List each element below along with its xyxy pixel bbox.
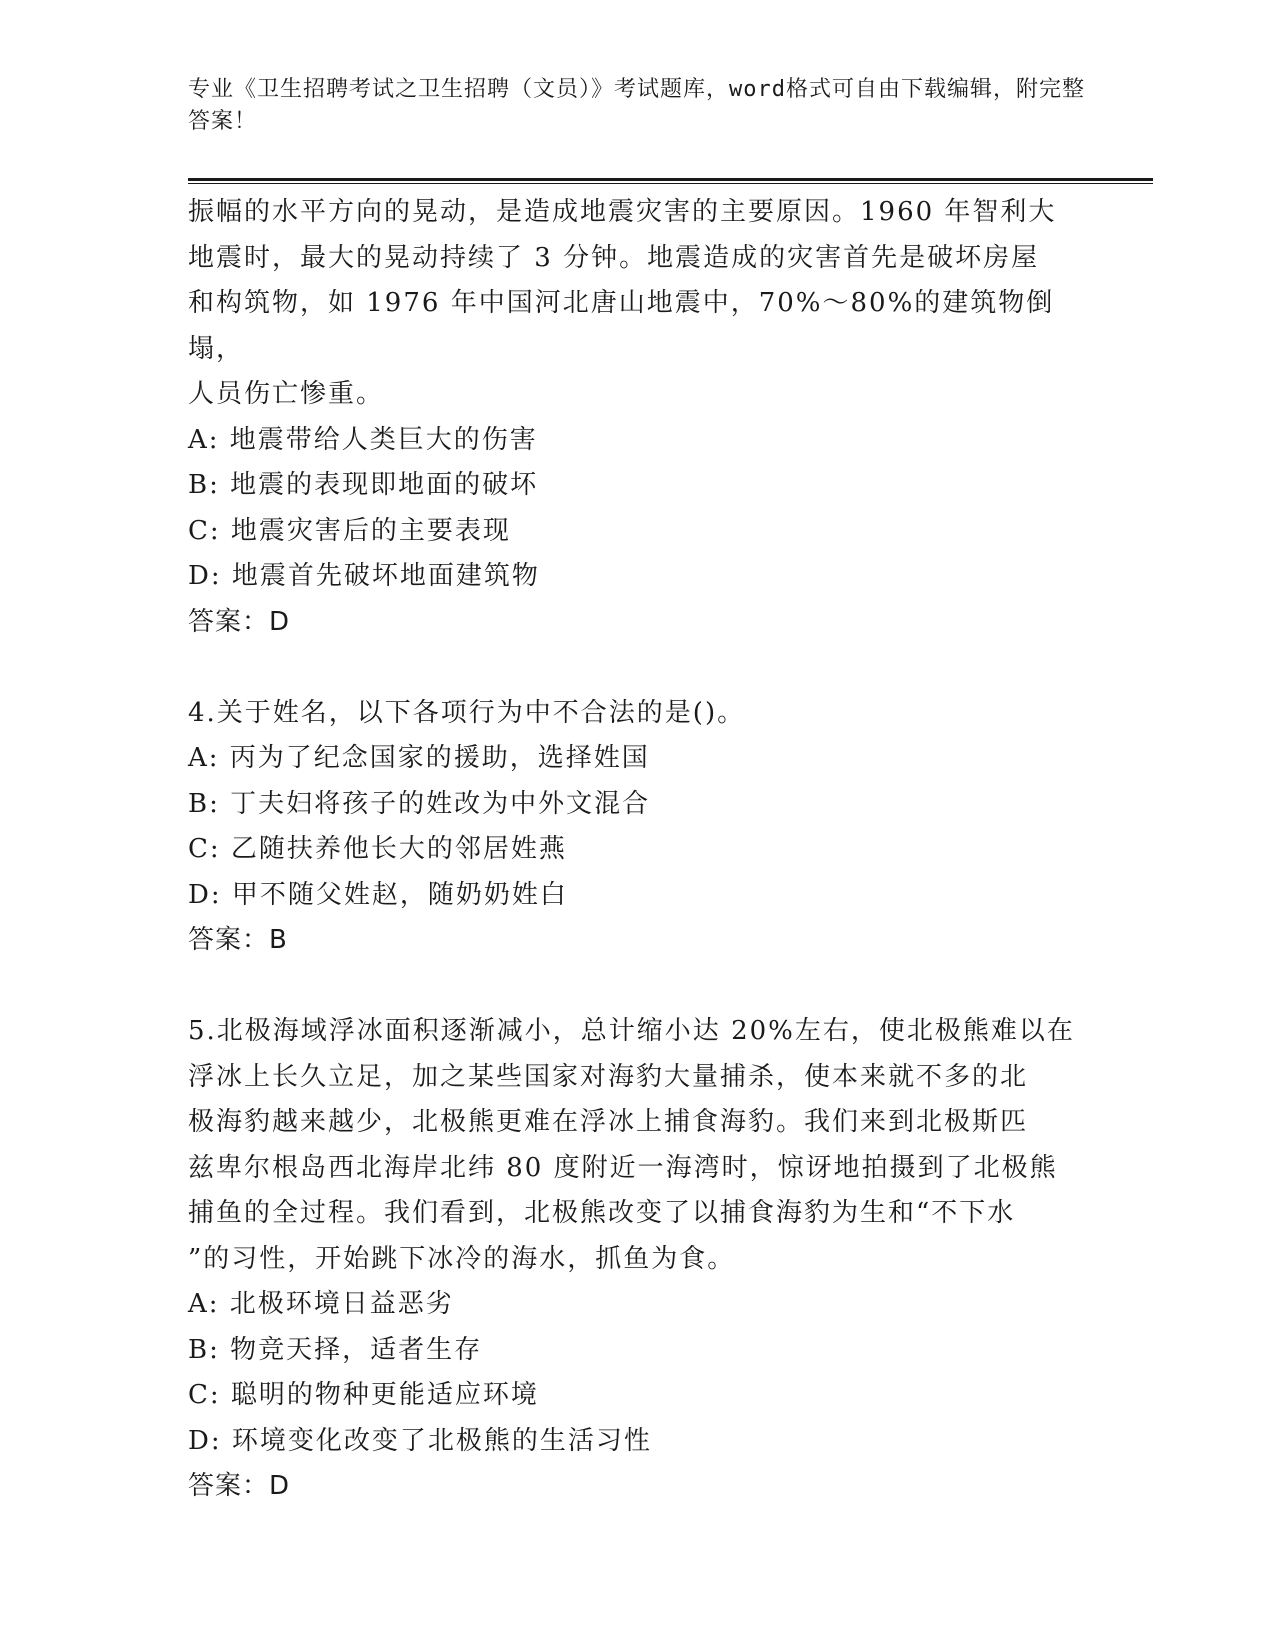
- spacer: [188, 645, 1088, 691]
- spacer: [188, 964, 1088, 1010]
- answer-line: 答案：D: [188, 606, 291, 637]
- question-5: [188, 1009, 1088, 1510]
- option-b: B: 地震的表现即地面的破坏: [188, 470, 539, 500]
- question-stem-line: 和构筑物，如 1976 年中国河北唐山地震中，70%～80%的建筑物倒塌，: [188, 288, 1055, 364]
- question-stem-line: 人员伤亡惨重。: [188, 379, 385, 409]
- answer-line: 答案：D: [188, 1471, 291, 1501]
- option-c: C: 聪明的物种更能适应环境: [188, 1380, 539, 1410]
- question-stem-line: 极海豹越来越少，北极熊更难在浮冰上捕食海豹。我们来到北极斯匹: [188, 1107, 1029, 1137]
- question-stem-line: 地震时，最大的晃动持续了 3 分钟。地震造成的灾害首先是破坏房屋: [188, 242, 1040, 273]
- question-stem-line: 振幅的水平方向的晃动，是造成地震灾害的主要原因。1960 年智利大: [188, 197, 1057, 227]
- question-stem-line: 浮冰上长久立足，加之某些国家对海豹大量捕杀，使本来就不多的北: [188, 1061, 1029, 1092]
- document-header: 专业《卫生招聘考试之卫生招聘（文员）》考试题库，word格式可自由下载编辑，附完整答案！: [188, 77, 1085, 134]
- question-stem-line: 兹卑尔根岛西北海岸北纬 80 度附近一海湾时，惊讶地拍摄到了北极熊: [188, 1152, 1058, 1183]
- answer-line: 答案：B: [188, 925, 288, 955]
- option-a: A: 丙为了纪念国家的援助，选择姓国: [188, 743, 650, 773]
- option-d: D: 甲不随父姓赵，随奶奶姓白: [188, 879, 568, 910]
- question-stem-line: ”的习性，开始跳下冰冷的海水，抓鱼为食。: [188, 1243, 736, 1274]
- question-3: [188, 190, 1088, 645]
- header-rule-thick: [188, 178, 1153, 181]
- question-stem-line: 4.关于姓名，以下各项行为中不合法的是()。: [188, 697, 746, 728]
- question-4: [188, 691, 1088, 964]
- option-b: B: 丁夫妇将孩子的姓改为中外文混合: [188, 788, 651, 819]
- question-stem-line: 5.北极海域浮冰面积逐渐减小，总计缩小达 20%左右，使北极熊难以在: [188, 1016, 1075, 1046]
- document-body: [188, 190, 1088, 1510]
- question-stem-line: 捕鱼的全过程。我们看到，北极熊改变了以捕食海豹为生和“不下水: [188, 1198, 1016, 1228]
- header-rule-thin: [188, 183, 1153, 184]
- option-a: A: 地震带给人类巨大的伤害: [188, 424, 538, 455]
- option-b: B: 物竞天择，适者生存: [188, 1334, 483, 1365]
- option-d: D: 环境变化改变了北极熊的生活习性: [188, 1425, 652, 1456]
- option-c: C: 地震灾害后的主要表现: [188, 515, 511, 546]
- option-a: A: 北极环境日益恶劣: [188, 1289, 454, 1319]
- option-c: C: 乙随扶养他长大的邻居姓燕: [188, 834, 567, 864]
- option-d: D: 地震首先破坏地面建筑物: [188, 561, 540, 591]
